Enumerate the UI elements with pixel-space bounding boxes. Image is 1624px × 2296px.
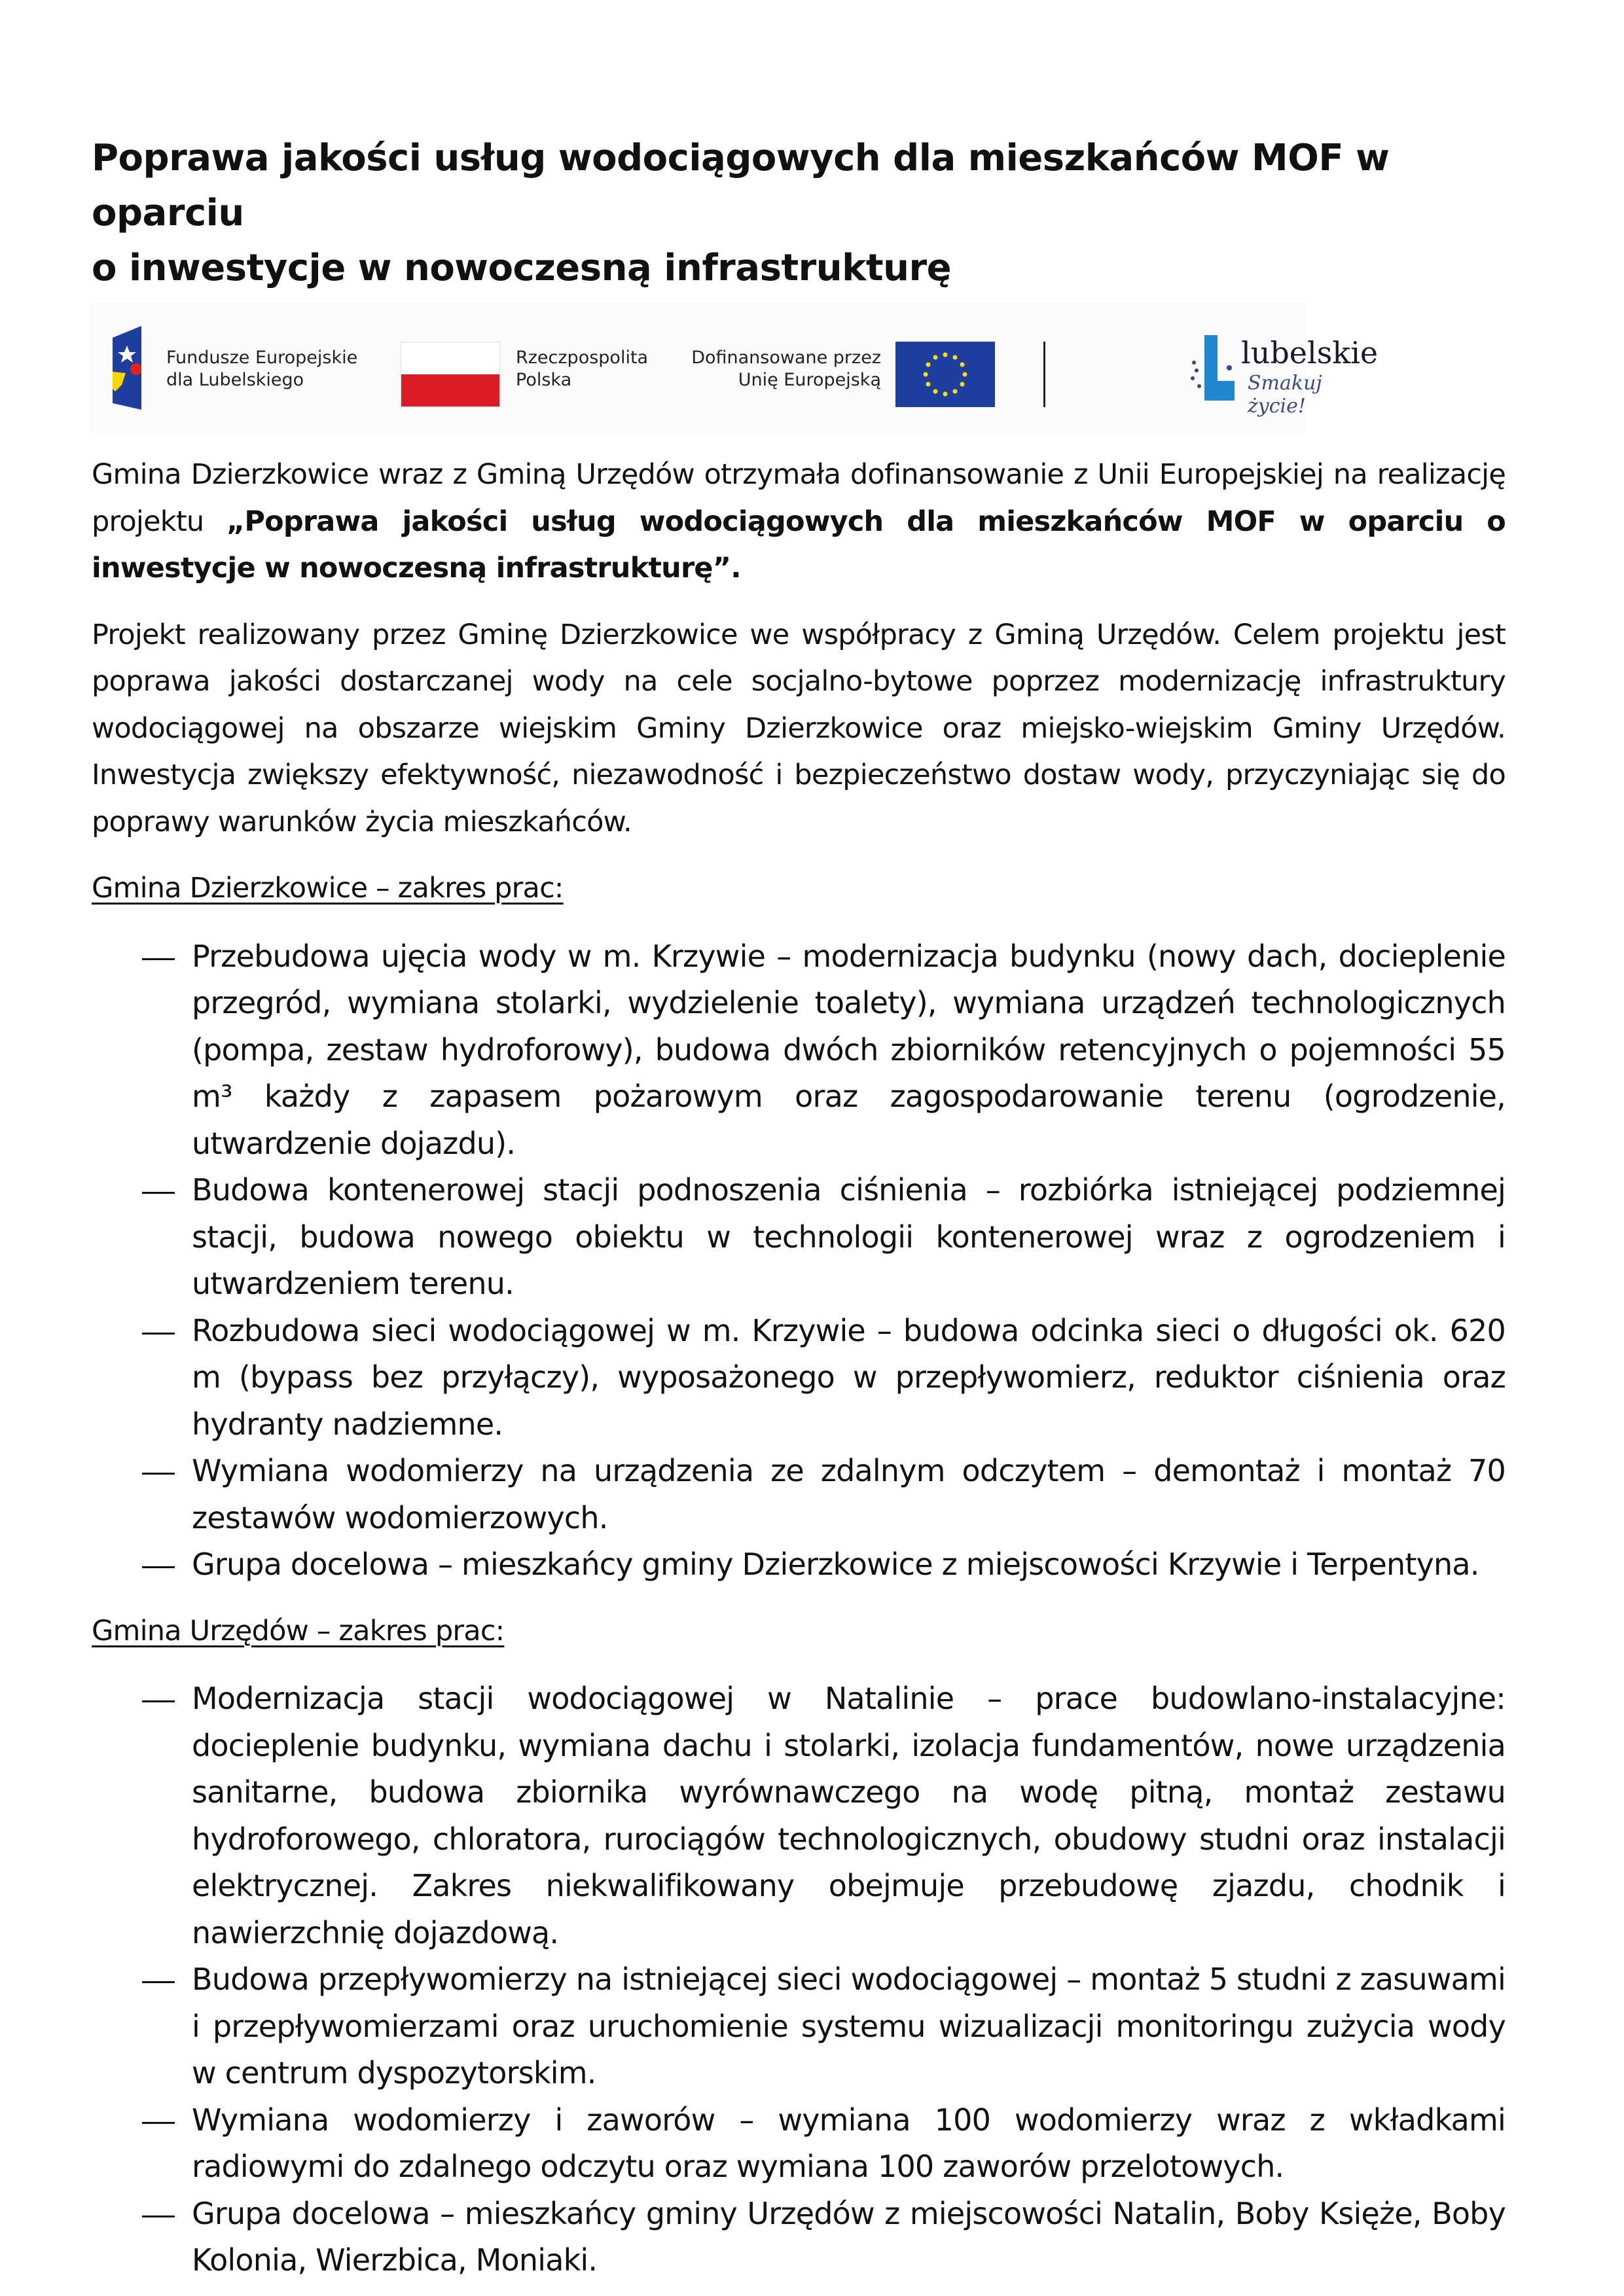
list-item: Rozbudowa sieci wodociągowej w m. Krzywie – budowa odcinka sieci o długości ok. 620 m (bypass bez przyłączy), wyposażonego w przepływomierz, reduktor ciśnienia oraz hydranty nadziemne.: [192, 1312, 1506, 1442]
fundusze-europejskie-label: Fundusze Europejskie dla Lubelskiego: [166, 348, 358, 390]
document-title: [92, 131, 1506, 296]
project-title-bold: „Poprawa jakości usług wodociągowych dla mieszkańców MOF w oparciu o inwestycje w nowoczesną infrastrukturę”.: [92, 505, 1506, 584]
funding-logos-strip: [89, 302, 1379, 433]
lubelskie-slogan: Smakuj życie!: [1248, 372, 1322, 418]
list-item: Wymiana wodomierzy na urządzenia ze zdalnym odczytem – demontaż i montaż 70 zestawów wodomierzowych.: [192, 1453, 1506, 1535]
document-page: [92, 131, 1506, 2284]
rzeczpospolita-polska-label: Rzeczpospolita Polska: [516, 348, 649, 390]
eu-flag-icon: [895, 342, 995, 407]
title-line-2: o inwestycje w nowoczesną infrastrukturę: [92, 247, 952, 289]
eu-cofunded-label: Dofinansowane przez Unię Europejską: [691, 348, 881, 390]
list-item: Budowa kontenerowej stacji podnoszenia ciśnienia – rozbiórka istniejącej podziemnej stacji, budowa nowego obiektu w technologii kontenerowej wraz z ogrodzeniem i utwardzeniem terenu.: [192, 1172, 1506, 1301]
logo-separator: [1043, 342, 1045, 407]
lubelskie-label: lubelskie: [1241, 335, 1379, 370]
section-heading-dzierzkowice: Gmina Dzierzkowice – zakres prac:: [92, 872, 564, 905]
fundusze-europejskie-logo-icon: [113, 326, 141, 410]
title-line-1: Poprawa jakości usług wodociągowych dla mieszkańców MOF w oparciu: [92, 137, 1390, 234]
dzierzkowice-works-list: [92, 933, 1506, 1588]
list-item: Przebudowa ujęcia wody w m. Krzywie – modernizacja budynku (nowy dach, docieplenie przegród, wymiana stolarki, wydzielenie toalety), wymiana urządzeń technologicznych (pompa, zestaw hydroforowy), budowa dwóch zbiorników retencyjnych o pojemności 55 m³ każdy z zapasem pożarowym oraz zagospodarowanie terenu (ogrodzenie, utwardzenie dojazdu).: [192, 938, 1506, 1161]
urzedow-works-list: [92, 1676, 1506, 2284]
list-item: Grupa docelowa – mieszkańcy gminy Dzierzkowice z miejscowości Krzywie i Terpentyna.: [192, 1547, 1479, 1582]
intro-paragraph: Gmina Dzierzkowice wraz z Gminą Urzędów otrzymała dofinansowanie z Unii Europejskiej na realizację projektu „Poprawa jakości usług wodociągowych dla mieszkańców MOF w oparciu o inwestycje w nowoczesną infrastrukturę”.: [92, 458, 1506, 584]
section-heading-urzedow: Gmina Urzędów – zakres prac:: [92, 1614, 505, 1647]
list-item: Wymiana wodomierzy i zaworów – wymiana 100 wodomierzy wraz z wkładkami radiowymi do zdalnego odczytu oraz wymiana 100 zaworów przelotowych.: [192, 2102, 1506, 2184]
list-item: Grupa docelowa – mieszkańcy gminy Urzędów z miejscowości Natalin, Boby Księże, Boby Kolonia, Wierzbica, Moniaki.: [192, 2195, 1506, 2278]
list-item: Modernizacja stacji wodociągowej w Natalinie – prace budowlano-instalacyjne: docieplenie budynku, wymiana dachu i stolarki, izolacja fundamentów, nowe urządzenia sanitarne, budowa zbiornika wyrównawczego na wodę pitną, montaż zestawu hydroforowego, chloratora, rurociągów technologicznych, obudowy studni oraz instalacji elektrycznej. Zakres niekwalifikowany obejmuje przebudowę zjazdu, chodnik i nawierzchnię dojazdową.: [192, 1681, 1506, 1950]
poland-flag-icon: [401, 342, 500, 407]
lubelskie-l-logo-icon: [1190, 329, 1236, 407]
project-description: Projekt realizowany przez Gminę Dzierzkowice we współpracy z Gminą Urzędów. Celem projektu jest poprawa jakości dostarczanej wody na cele socjalno-bytowe poprzez modernizację infrastruktury wodociągowej na obszarze wiejskim Gminy Dzierzkowice oraz miejsko-wiejskim Gminy Urzędów. Inwestycja zwiększy efektywność, niezawodność i bezpieczeństwo dostaw wody, przyczyniając się do poprawy warunków życia mieszkańców.: [92, 618, 1506, 838]
list-item: Budowa przepływomierzy na istniejącej sieci wodociągowej – montaż 5 studni z zasuwami i przepływomierzami oraz uruchomienie systemu wizualizacji monitoringu zużycia wody w centrum dyspozytorskim.: [192, 1962, 1506, 2090]
